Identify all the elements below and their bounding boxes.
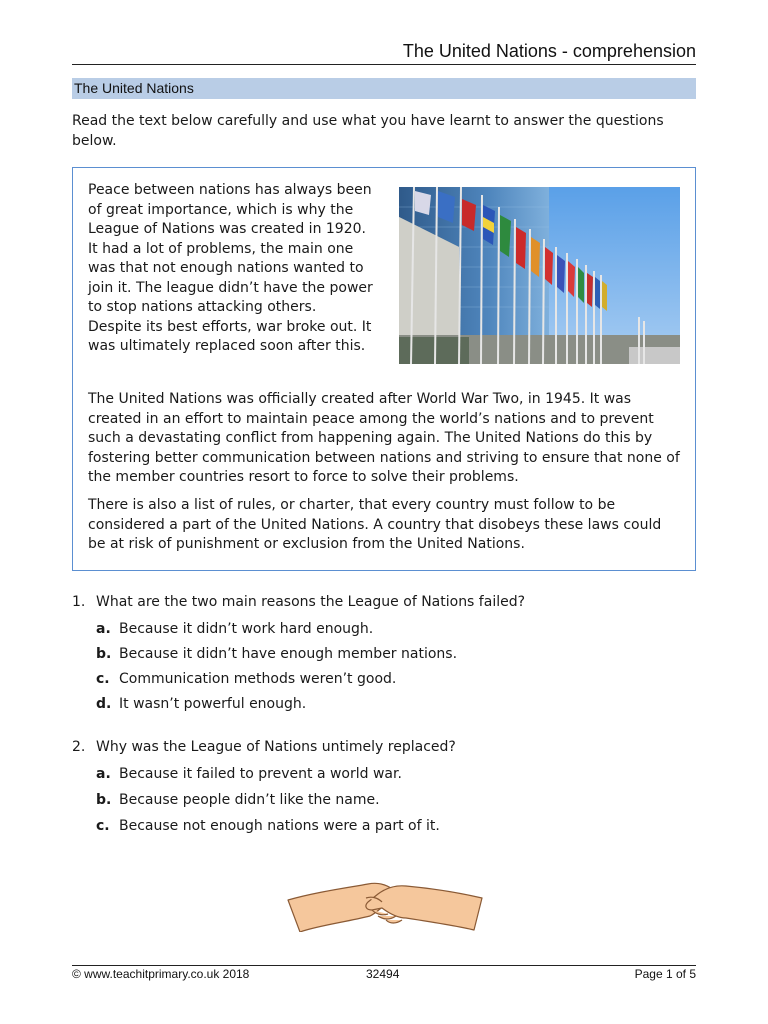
passage-paragraph-1: Peace between nations has always been of great importance, which is why the League of Nations was created in 1920. It had a lot of problems, the main one was that not enough nations wanted to join it. The league didn’t have the power to stop nations attacking others. Despite its best efforts, war broke out. It was ultimately replaced soon after this. <box>88 182 373 354</box>
intro-text: Read the text below carefully and use what you have learnt to answer the questions below. <box>72 113 664 149</box>
passage-paragraph-3: There is also a list of rules, or charter, that every country must follow to be considered a part of the United Nations. A country that disobeys these laws could be at risk of punishment or exclusion from the United Nations. <box>88 497 662 552</box>
question-text: What are the two main reasons the League of Nations failed? <box>96 594 526 610</box>
option-text: Because it didn’t have enough member nations. <box>119 646 458 662</box>
option-letter: b. <box>96 646 112 662</box>
question-number: 1. <box>72 594 86 610</box>
question-text: Why was the League of Nations untimely replaced? <box>96 739 456 755</box>
option-letter: a. <box>96 621 111 637</box>
header-rule <box>72 64 696 65</box>
footer-resource-code: 32494 <box>366 967 400 981</box>
option-text: Communication methods weren’t good. <box>119 671 397 687</box>
answer-option[interactable] <box>96 790 380 810</box>
section-title: The United Nations <box>72 78 696 99</box>
footer-page-number: Page 1 of 5 <box>634 967 696 981</box>
option-letter: a. <box>96 766 111 782</box>
answer-option[interactable] <box>96 669 396 689</box>
option-text: Because not enough nations were a part of it. <box>119 818 440 834</box>
handshake-icon <box>286 872 484 932</box>
option-letter: c. <box>96 671 110 687</box>
answer-option[interactable] <box>96 764 402 784</box>
answer-option[interactable] <box>96 694 306 714</box>
option-letter: c. <box>96 818 110 834</box>
footer-copyright-link[interactable]: © www.teachitprimary.co.uk 2018 <box>72 967 250 981</box>
option-letter: d. <box>96 696 112 712</box>
option-text: Because it didn’t work hard enough. <box>119 621 374 637</box>
option-text: Because it failed to prevent a world war. <box>119 766 402 782</box>
header-title: The United Nations - comprehension <box>402 41 696 61</box>
option-text: It wasn’t powerful enough. <box>119 696 307 712</box>
answer-option[interactable] <box>96 816 440 836</box>
un-flags-photo <box>399 187 680 364</box>
option-text: Because people didn’t like the name. <box>119 792 380 808</box>
answer-option[interactable] <box>96 619 373 639</box>
passage-paragraph-2: The United Nations was officially created after World War Two, in 1945. It was created in an effort to maintain peace among the world’s nations and to prevent such a devastating conflict from happening again. The United Nations do this by fostering better communication between nations and striving to ensure that none of the member countries resort to force to solve their problems. <box>88 391 680 485</box>
passage-box <box>72 167 696 571</box>
question-number: 2. <box>72 739 86 755</box>
option-letter: b. <box>96 792 112 808</box>
answer-option[interactable] <box>96 644 457 664</box>
